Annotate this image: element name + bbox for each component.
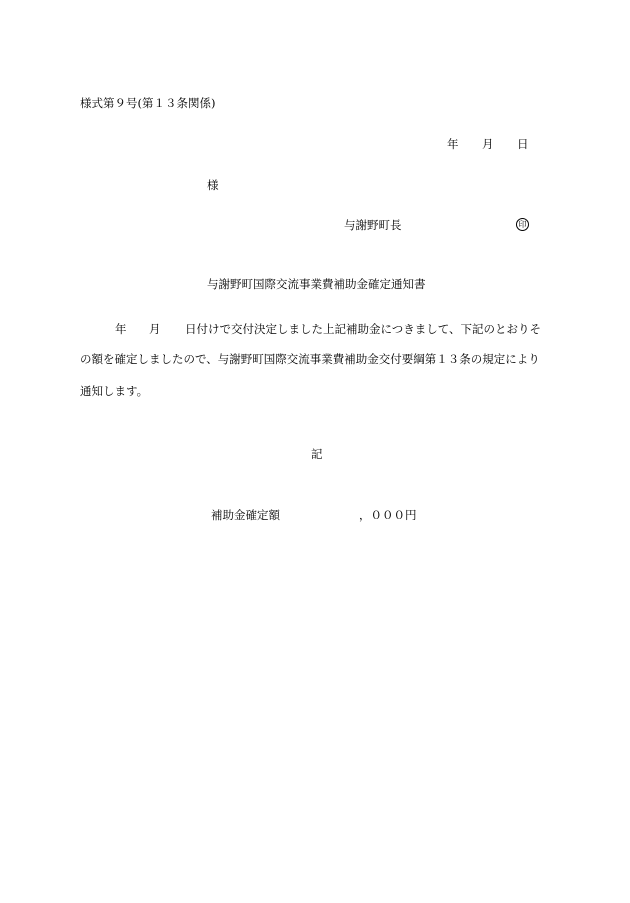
amount-value: ，０００円 [359, 508, 417, 522]
ki-heading: 記 [311, 447, 323, 461]
date-day-label: 日 [517, 137, 529, 151]
date-year-label: 年 [447, 137, 459, 151]
seal-icon: 印 [516, 218, 529, 231]
body-line-3: 通知します。 [80, 384, 149, 398]
issuer-name: 与謝野町長 [344, 218, 402, 232]
body-line-1: 日付けで交付決定しました上記補助金につきまして、下記のとおりそ [185, 322, 542, 336]
date-month-label: 月 [482, 137, 494, 151]
body-line-2: の額を確定しましたので、与謝野町国際交流事業費補助金交付要綱第１３条の規定により [80, 352, 540, 366]
addressee-suffix: 様 [207, 178, 219, 192]
document-title: 与謝野町国際交流事業費補助金確定通知書 [207, 277, 426, 291]
form-number: 様式第９号(第１３条関係) [80, 96, 216, 110]
body-year-label: 年 [115, 322, 127, 336]
amount-label: 補助金確定額 [211, 508, 280, 522]
body-month-label: 月 [149, 322, 161, 336]
